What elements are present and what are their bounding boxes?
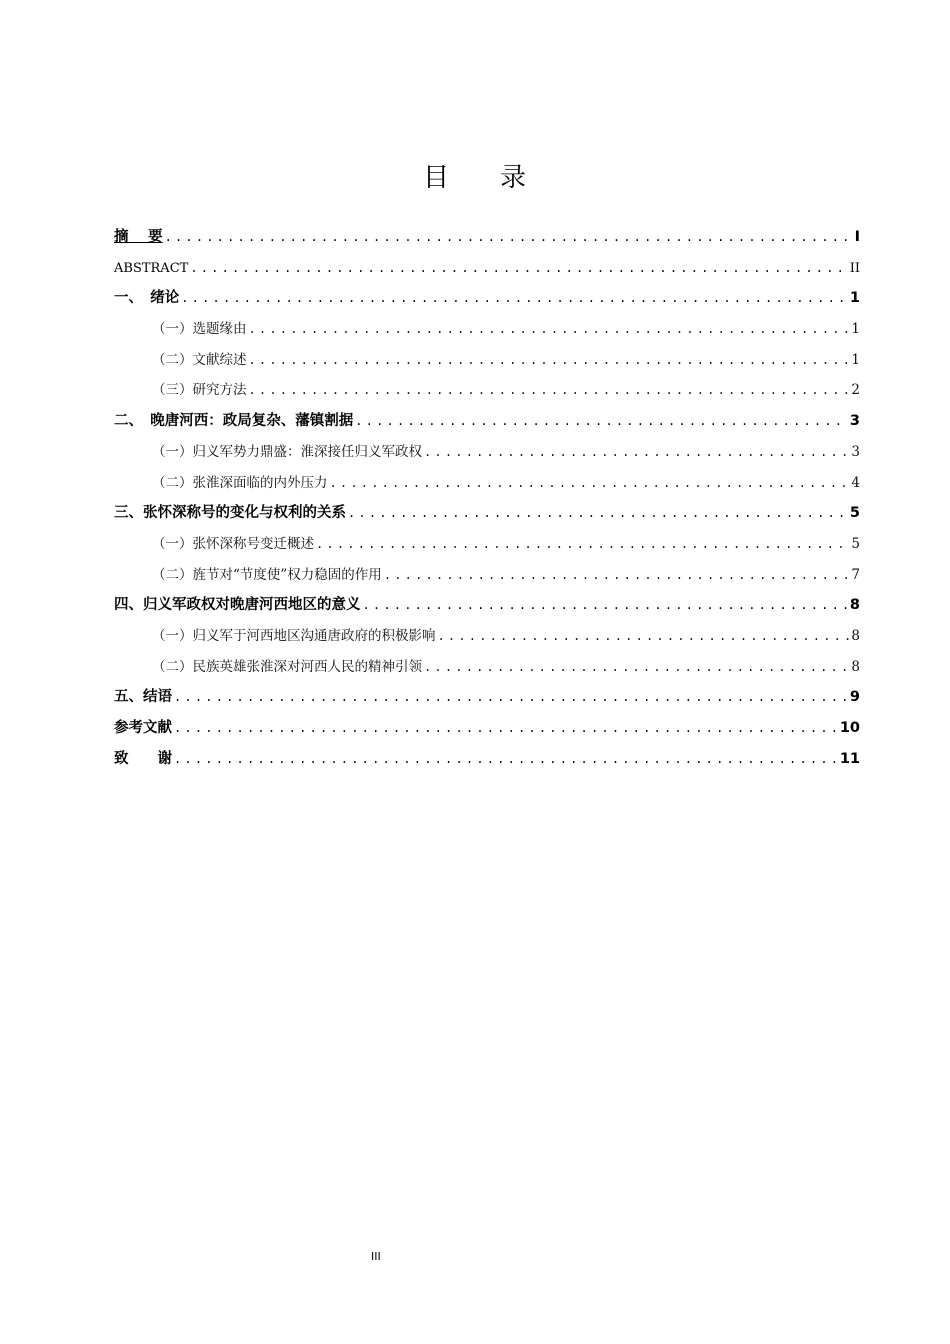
toc-leader (348, 498, 848, 529)
toc-entry-section-1-2[interactable] (114, 345, 860, 376)
toc-entry-label: （二）张淮深面临的内外压力 (152, 474, 328, 491)
toc-entry-page: 3 (851, 443, 860, 460)
toc-entry-section-4-2[interactable] (114, 652, 860, 683)
title-char-1: 目 (422, 163, 450, 193)
toc-entry-label: （三）研究方法 (152, 382, 247, 399)
toc-leader (249, 375, 850, 406)
toc-leader (424, 652, 849, 683)
toc-entry-label: （一）张怀深称号变迁概述 (152, 535, 314, 552)
toc-entry-page: 5 (851, 535, 860, 552)
toc-entry-chapter-3[interactable] (114, 498, 860, 529)
toc-entry-page: 8 (851, 658, 860, 675)
toc-entry-label: ABSTRACT (114, 260, 189, 276)
table-of-contents (114, 222, 860, 774)
toc-entry-page: 8 (849, 597, 860, 614)
toc-entry-label: 一、 绪论 (114, 290, 180, 307)
title-char-2: 录 (500, 163, 528, 193)
toc-leader (316, 529, 849, 560)
page-number: III (371, 1250, 381, 1263)
toc-entry-section-3-1[interactable] (114, 529, 860, 560)
toc-entry-label: （一）归义军势力鼎盛：淮深接任归义军政权 (152, 443, 422, 460)
page-title (0, 158, 950, 198)
toc-entry-section-2-1[interactable] (114, 437, 860, 468)
toc-entry-label: 参考文献 (114, 720, 172, 736)
toc-leader (174, 744, 838, 775)
toc-entry-page: 10 (839, 720, 860, 736)
toc-entry-page: 7 (851, 566, 860, 583)
toc-leader (384, 560, 850, 591)
toc-entry-chapter-5[interactable] (114, 682, 860, 713)
toc-leader (249, 314, 850, 345)
toc-entry-page: 1 (849, 290, 860, 307)
toc-entry-label: 致 谢 (114, 750, 172, 767)
toc-entry-page: 1 (851, 321, 860, 338)
toc-entry-page: 9 (849, 689, 860, 706)
toc-entry-label: （二）民族英雄张淮深对河西人民的精神引领 (152, 658, 422, 675)
toc-entry-chapter-2[interactable] (114, 406, 860, 437)
toc-entry-label: （一）归义军于河西地区沟通唐政府的积极影响 (152, 627, 436, 644)
toc-entry-label: （二）旌节对“节度使”权力稳固的作用 (152, 566, 382, 583)
toc-entry-section-2-2[interactable] (114, 468, 860, 499)
toc-leader (190, 253, 847, 284)
toc-entry-page: 2 (851, 382, 860, 399)
toc-leader (363, 590, 848, 621)
toc-entry-acknowledgements[interactable] (114, 744, 860, 775)
toc-entry-label: （一）选题缘由 (152, 321, 247, 338)
toc-entry-chapter-4[interactable] (114, 590, 860, 621)
toc-entry-section-4-1[interactable] (114, 621, 860, 652)
toc-leader (330, 468, 850, 499)
toc-entry-section-3-2[interactable] (114, 560, 860, 591)
toc-entry-page: 11 (839, 750, 860, 767)
toc-entry-section-1-1[interactable] (114, 314, 860, 345)
toc-entry-page: 4 (851, 474, 860, 491)
toc-entry-label: 摘 要 (114, 229, 163, 245)
toc-entry-abstract-cn[interactable] (114, 222, 860, 253)
toc-entry-page: 1 (851, 351, 860, 368)
toc-leader (249, 345, 850, 376)
toc-leader (181, 283, 848, 314)
toc-leader (355, 406, 848, 437)
toc-entry-label: 四、归义军政权对晚唐河西地区的意义 (114, 597, 361, 614)
toc-entry-page: 8 (851, 627, 860, 644)
toc-entry-page: 3 (849, 413, 860, 430)
toc-leader (424, 437, 849, 468)
toc-entry-label: 五、结语 (114, 689, 172, 706)
toc-entry-abstract-en[interactable] (114, 253, 860, 284)
toc-entry-page: II (849, 260, 860, 276)
toc-entry-section-1-3[interactable] (114, 375, 860, 406)
toc-entry-label: （二）文献综述 (152, 351, 247, 368)
toc-leader (438, 621, 850, 652)
toc-entry-label: 二、 晚唐河西：政局复杂、藩镇割据 (114, 413, 354, 430)
toc-entry-page: I (854, 229, 860, 245)
toc-entry-chapter-1[interactable] (114, 283, 860, 314)
toc-entry-page: 5 (849, 505, 860, 522)
toc-leader (174, 682, 848, 713)
toc-entry-references[interactable] (114, 713, 860, 744)
toc-entry-label: 三、张怀深称号的变化与权利的关系 (114, 505, 346, 522)
toc-leader (174, 713, 838, 744)
toc-leader (165, 222, 853, 253)
